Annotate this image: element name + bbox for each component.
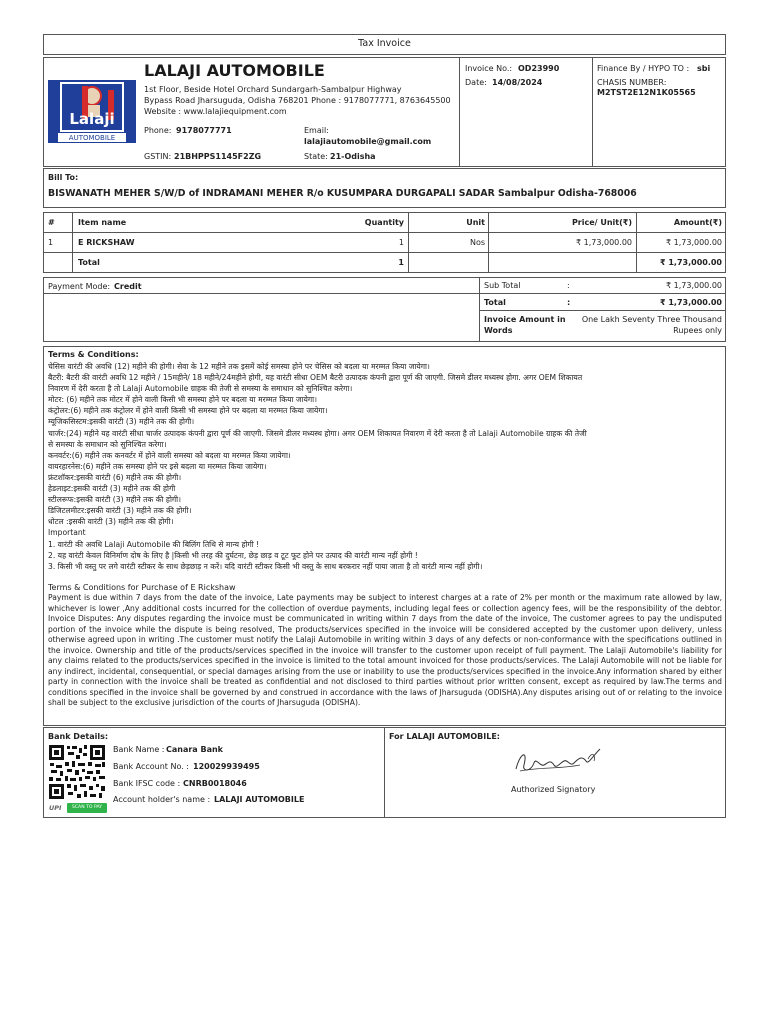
terms-line: हेडलाइट:इसकी वारंटी (3) महीने तक की होगी — [48, 484, 176, 494]
terms-line: कनवर्टर:(6) महीने तक कनवर्टर में होने वाली समस्या को बदला या मरम्मत किया जायेगा। — [48, 450, 291, 460]
terms-line: स्टीलरूफ:इसकी वारंटी (3) महीने तक की होगी। — [48, 495, 182, 505]
subtotal-value: ₹ 1,73,000.00 — [666, 281, 722, 290]
gstin-label: GSTIN: — [144, 152, 172, 161]
account-holder-value: LALAJI AUTOMOBILE — [214, 795, 305, 804]
terms-line: से समस्या के समाधान को सुनिश्चित करेगा। — [48, 439, 167, 449]
terms-line: 1. वारंटी की अवधि Lalaji Automobile की बिलिंग तिथि से मान्य होगी ! — [48, 539, 260, 549]
row-1-unit: Nos — [469, 238, 485, 247]
logo-word: Lalaji — [69, 110, 115, 128]
row-1-qty: 1 — [398, 238, 404, 247]
company-address-2: Bypass Road Jharsuguda, Odisha 768201 Phone : 9178077771, 8763645500 — [144, 96, 451, 105]
company-website: Website : www.lalajiequipment.com — [144, 107, 287, 116]
bill-to-value: BISWANATH MEHER S/W/D of INDRAMANI MEHER R/o KUSUMPARA DURGAPALI SADAR Sambalpur Odisha-768006 — [48, 188, 637, 199]
header-quantity: Quantity — [364, 218, 404, 227]
state-label: State: — [304, 152, 328, 161]
terms-line: डिजिटलमीटर:इसकी वारंटी (3) महीने तक की होगी। — [48, 506, 192, 516]
invoice-no-value: OD23990 — [518, 64, 560, 73]
handwritten-signature — [510, 741, 606, 781]
terms-line: मोटर: (6) महीने तक मोटर में होने वाली किसी भी समस्या होने पर बदला या मरम्मत किया जायेगा। — [48, 395, 317, 405]
bank-account-label: Bank Account No. : — [113, 762, 189, 771]
scan-to-pay-badge[interactable] — [67, 803, 107, 813]
total-qty: 1 — [398, 258, 404, 267]
signature-image — [510, 741, 606, 781]
terms-line: बैटरी: बैटरी की वारंटी अवधि 12 महीने / 15महीने/ 18 महीने/24महीने होगी, यह वारंटी सीधा OEM बैटरी उत्पादक कंपनी द्वारा पूर्ण की जाएगी. जिसमे डीलर मध्यस्थ होगा. अगर OEM शिकायत — [48, 373, 583, 383]
email-value: lalajiautomobile@gmail.com — [304, 137, 432, 146]
terms-line: म्यूजिकसिस्टम:इसकी वारंटी (3) महीने तक की होगी। — [48, 417, 195, 427]
row-1-no: 1 — [48, 238, 54, 247]
row-1-name: E RICKSHAW — [78, 238, 135, 247]
header-price: Price/ Unit(₹) — [571, 218, 632, 227]
bank-name-value: Canara Bank — [166, 745, 224, 754]
terms-line: निवारण में देरी करता है तो Lalaji Automobile ग्राहक की तेजी से समस्या के समाधान को सुनिश्चित करेगा। — [48, 384, 353, 394]
terms-line: 3. किसी भी वस्तु पर लगे वारंटी स्टीकर के साथ छेड़छाड़ न करें। यदि वारंटी स्टीकर किसी भी वस्तु के साथ बरकरार नहीं पाया जाता है तो वारंटी मान्य नहीं होगी। — [48, 561, 483, 571]
amount-words-label-1: Invoice Amount in — [484, 315, 566, 324]
bank-name-label: Bank Name : — [113, 745, 165, 754]
company-name: LALAJI AUTOMOBILE — [144, 61, 325, 80]
row-1-price: ₹ 1,73,000.00 — [576, 238, 632, 247]
terms-line: चार्जर:(24) महीने यह वारंटी सीधा चार्जर उत्पादक कंपनी द्वारा पूर्ण की जाएगी. जिसमे डीलर मध्यस्थ होगा। अगर OEM शिकायत निवारण में देरी करता है तो Lalaji Automobile ग्राहक की तेजी — [48, 428, 587, 438]
scan-to-pay-label: SCAN TO PAY — [71, 805, 103, 810]
terms-line: 2. यह वारंटी केवल विनिर्माण दोष के लिए है |किसी भी तरह की दुर्घटना, छेड़ छाड़ व टूट फूट होने पर उत्पाद की वारंटी मान्य नहीं होगी ! — [48, 550, 418, 560]
chasis-value: M2TST2E12N1K05565 — [597, 88, 696, 97]
total-amount: ₹ 1,73,000.00 — [660, 258, 722, 267]
upi-qr-code[interactable] — [48, 744, 106, 800]
header-unit: Unit — [466, 218, 485, 227]
payment-mode-value: Credit — [114, 282, 142, 291]
subtotal-label: Sub Total — [484, 281, 521, 290]
header-item-name: Item name — [78, 218, 127, 227]
invoice-no-label: Invoice No.: — [465, 64, 513, 73]
bank-title: Bank Details: — [48, 732, 109, 741]
header-amount: Amount(₹) — [673, 218, 722, 227]
chasis-label: CHASIS NUMBER: — [597, 78, 667, 87]
terms-line: Important — [48, 528, 86, 538]
purchase-terms-title: Terms & Conditions for Purchase of E Rickshaw — [48, 583, 236, 592]
bank-ifsc-value: CNRB0018046 — [183, 779, 247, 788]
upi-label: UPI — [49, 804, 62, 812]
amount-words-value-1: One Lakh Seventy Three Thousand — [581, 315, 722, 324]
qr-code-icon — [48, 744, 106, 800]
company-logo — [48, 80, 136, 143]
terms-line: कंट्रोलर:(6) महीने तक कंट्रोलर में होने वाली किसी भी समस्या होने पर बदला या मरम्मत किया जायेगा। — [48, 406, 328, 416]
finance-label: Finance By / HYPO TO : — [597, 64, 690, 73]
invoice-date-label: Date: — [465, 78, 487, 87]
terms-lines — [48, 361, 722, 572]
invoice-date-value: 14/08/2024 — [492, 78, 543, 87]
bank-ifsc-label: Bank IFSC code : — [113, 779, 181, 788]
terms-line: चेसिस वारंटी की अवधि (12) महीने की होगी। सेवा के 12 महीने तक इसमें कोई समस्या होने पर चेसिस को बदला या मरम्मत किया जायेगा। — [48, 362, 430, 371]
logo-subword: AUTOMOBILE — [68, 134, 116, 142]
terms-title: Terms & Conditions: — [48, 350, 139, 359]
doc-title: Tax Invoice — [358, 38, 411, 49]
bill-to-label: Bill To: — [48, 173, 79, 182]
terms-line: वायरहारनेस:(6) महीने तक समस्या होने पर इसे बदला या मरम्मत किया जायेगा। — [48, 461, 267, 471]
company-address-1: 1st Floor, Beside Hotel Orchard Sundargarh-Sambalpur Highway — [144, 85, 402, 94]
subtotal-colon: : — [567, 281, 570, 290]
email-label: Email: — [304, 126, 329, 135]
grand-total-label: Total — [484, 298, 506, 307]
header-no: # — [48, 218, 55, 227]
grand-total-colon: : — [567, 298, 571, 307]
authorized-signatory-label: Authorized Signatory — [511, 785, 596, 794]
grand-total-value: ₹ 1,73,000.00 — [660, 298, 722, 307]
terms-line: फ्रंटशॉकर:इसकी वारंटी (6) महीने तक की होगी। — [48, 472, 182, 482]
terms-line: धोटल :इसकी वारंटी (3) महीने तक की होगी। — [48, 517, 174, 527]
amount-words-value-2: Rupees only — [673, 326, 722, 335]
total-label: Total — [78, 258, 100, 267]
bank-account-value: 120029939495 — [193, 762, 260, 771]
row-1-amount: ₹ 1,73,000.00 — [666, 238, 722, 247]
phone-value: 9178077771 — [176, 126, 232, 135]
phone-label: Phone: — [144, 126, 172, 135]
account-holder-label: Account holder's name : — [113, 795, 211, 804]
payment-mode-label: Payment Mode: — [48, 282, 111, 291]
finance-value: sbi — [697, 64, 711, 73]
purchase-terms-text: Payment is due within 7 days from the date of the invoice, Late payments may be subject to interest charges at a rate of 2% per month or the maximum rate allowed by law, whichever is lower ,Any additional costs incurred for the collection of overdue payments, including legal fees or collection agency fees, will be the responsibility of the debtor. Invoice Disputes: Any disputes regarding the invoice must be communicated in writing within 7 days from the date of the invoice, The customer agrees to pay the undisputed portion of the invoice while the dispute is being resolved, The products/services specified in the invoice will be considered accepted by the customer upon delivery, unless otherwise agreed upon in writing .The customer must notify the Lalaji Automobile in writing within 3 days of any defects or non-conformance with the specifications outlined in the invoice. Ownership and title of the products/services specified in the invoice will transfer to the customer upon receipt of full payment. The Lalaji Automobile's liability for any claims related to the products/services specified in the invoice is limited to the total amount invoiced for those products/services. The Lalaji Automobile will not be liable for any indirect, incidental, consequential, or special damages arising from the use or inability to use the products/services specified in the invoice.Any information shared by either party in connection with the invoice shall be treated as confidential and not disclosed to third parties without prior written consent, except as required by law.The terms and conditions specified in the invoice shall be governed by and construed in accordance with the laws of Jharsuguda (ODISHA).Any disputes arising out of or relating to the invoice shall be subject to the exclusive jurisdiction of the courts of Jharsuguda (ODISHA). — [48, 593, 722, 707]
amount-words-label-2: Words — [484, 326, 513, 335]
state-value: 21-Odisha — [330, 152, 376, 161]
signature-for-label: For LALAJI AUTOMOBILE: — [389, 732, 500, 741]
gstin-value: 21BHPPS1145F2ZG — [174, 152, 262, 161]
